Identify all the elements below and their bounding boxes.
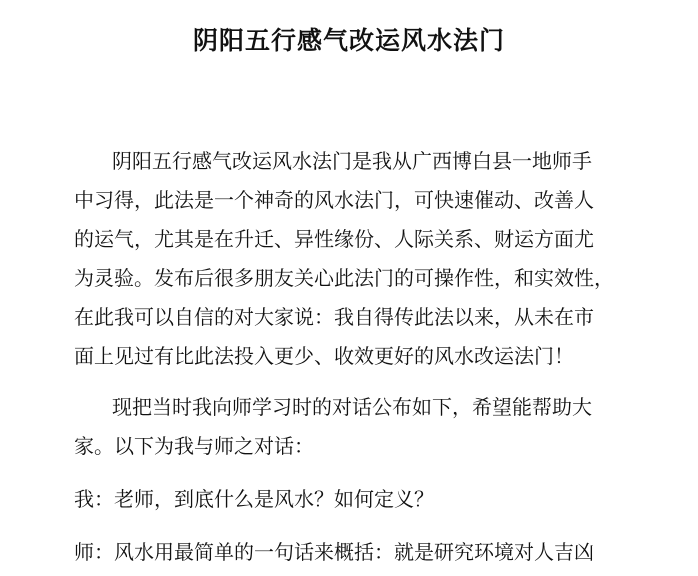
text-line: 阴阳五行感气改运风水法门是我从广西博白县一地师手 (112, 149, 592, 173)
document-title: 阴阳五行感气改运风水法门 (192, 26, 505, 55)
paragraph-answer (74, 533, 634, 572)
paragraph-question (74, 480, 634, 519)
paragraph-dialogue-intro (74, 388, 634, 466)
text-line: 的运气，尤其是在升迁、异性缘份、人际关系、财运方面尤 (74, 227, 594, 251)
text-line: 在此我可以自信的对大家说：我自得传此法以来，从未在市 (74, 305, 594, 329)
paragraph-intro (74, 142, 634, 376)
document-body (74, 142, 634, 572)
text-line: 家。以下为我与师之对话： (74, 434, 314, 458)
text-line: 面上见过有比此法投入更少、收效更好的风水改运法门！ (74, 344, 574, 368)
text-line: 中习得，此法是一个神奇的风水法门，可快速催动、改善人 (74, 188, 594, 212)
text-line: 为灵验。发布后很多朋友关心此法门的可操作性，和实效性， (74, 266, 614, 290)
text-line: 我：老师，到底什么是风水？如何定义？ (74, 487, 434, 511)
text-line: 现把当时我向师学习时的对话公布如下，希望能帮助大 (112, 395, 592, 419)
text-line: 师：风水用最简单的一句话来概括：就是研究环境对人吉凶 (74, 540, 594, 564)
